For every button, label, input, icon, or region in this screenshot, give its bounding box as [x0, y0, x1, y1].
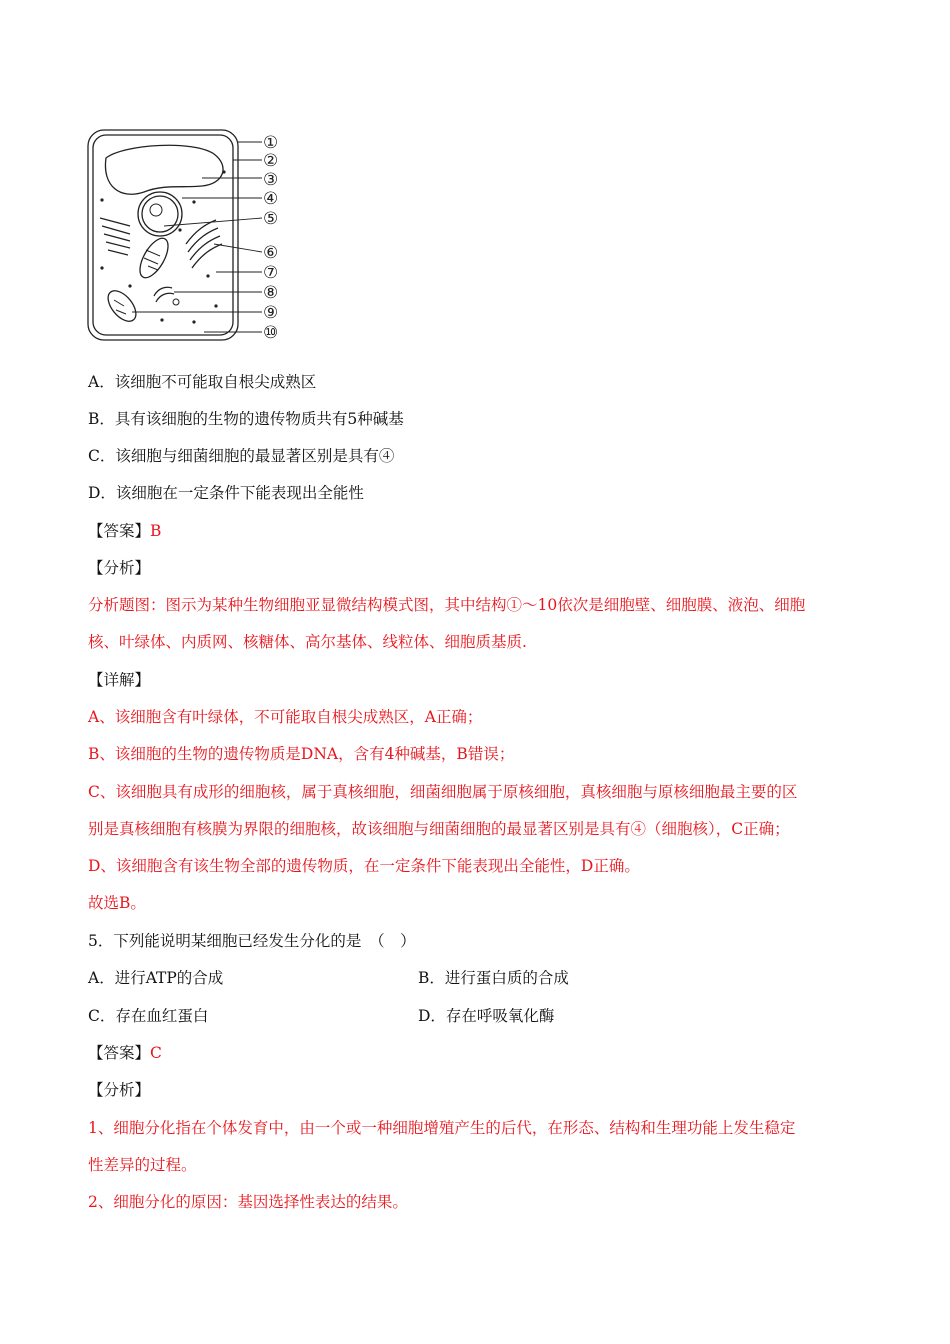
cell-membrane: [93, 135, 233, 335]
q4-detail-line-5: D、该细胞含有该生物全部的遗传物质，在一定条件下能表现出全能性，D正确。: [88, 857, 640, 875]
q4-detail-line-1: A、该细胞含有叶绿体，不可能取自根尖成熟区，A正确；: [88, 708, 483, 726]
q5-analysis-line-2: 性差异的过程。: [88, 1156, 197, 1174]
label-3: ③: [263, 170, 279, 190]
q5-analysis-line-3: 2、细胞分化的原因：基因选择性表达的结果。: [88, 1193, 408, 1211]
label-7: ⑦: [263, 263, 279, 283]
q5-option-d: D．存在呼吸氧化酶: [418, 1007, 555, 1025]
q4-analysis-line-2: 核、叶绿体、内质网、核糖体、高尔基体、线粒体、细胞质基质.: [88, 633, 527, 651]
q4-option-c: C．该细胞与细菌细胞的最显著区别是具有④: [88, 447, 395, 465]
endoplasmic-reticulum: [100, 218, 130, 255]
q5-option-c: C．存在血红蛋白: [88, 1007, 209, 1025]
q4-option-a: A．该细胞不可能取自根尖成熟区: [88, 373, 317, 391]
label-10: ⑩: [263, 323, 279, 343]
q5-stem: 5．下列能说明某细胞已经发生分化的是 （ ）: [88, 932, 416, 950]
q4-analysis-line-1: 分析题图：图示为某种生物细胞亚显微结构模式图，其中结构①～10依次是细胞壁、细胞膜、液泡、细胞: [88, 596, 806, 614]
mitochondrion: [103, 286, 141, 326]
answer-value: C: [150, 1044, 162, 1062]
q4-detail-label: 【详解】: [88, 671, 151, 689]
answer-value: B: [150, 522, 162, 540]
q4-answer: [88, 521, 161, 541]
q4-option-d: D．该细胞在一定条件下能表现出全能性: [88, 484, 364, 502]
label-6: ⑥: [263, 243, 279, 263]
cell-wall: [88, 130, 238, 340]
nucleolus: [150, 204, 162, 216]
label-5: ⑤: [263, 209, 279, 229]
plant-cell-diagram: [84, 126, 294, 348]
ribosome-cluster: [154, 287, 174, 302]
q5-analysis-label: 【分析】: [88, 1081, 151, 1099]
label-9: ⑨: [263, 303, 279, 323]
q5-option-b: B．进行蛋白质的合成: [418, 969, 569, 987]
q5-option-a: A．进行ATP的合成: [88, 969, 224, 987]
label-8: ⑧: [263, 283, 279, 303]
q5-answer: [88, 1043, 162, 1063]
q4-detail-line-6: 故选B。: [88, 894, 146, 912]
q4-analysis-label: 【分析】: [88, 559, 151, 577]
q4-detail-line-4: 别是真核细胞有核膜为界限的细胞核，故该细胞与细菌细胞的最显著区别是具有④（细胞核），C正确；: [88, 820, 790, 838]
answer-label: 【答案】: [88, 522, 151, 540]
vacuole: [105, 145, 223, 194]
answer-label: 【答案】: [88, 1044, 151, 1062]
q5-analysis-line-1: 1、细胞分化指在个体发育中，由一个或一种细胞增殖产生的后代，在形态、结构和生理功能上发生稳定: [88, 1119, 796, 1137]
q4-detail-line-3: C、该细胞具有成形的细胞核，属于真核细胞，细菌细胞属于原核细胞，真核细胞与原核细胞最主要的区: [88, 783, 798, 801]
label-2: ②: [263, 151, 279, 171]
label-4: ④: [263, 189, 279, 209]
label-1: ①: [263, 133, 279, 153]
q4-detail-line-2: B、该细胞的生物的遗传物质是DNA，含有4种碱基，B错误；: [88, 745, 515, 763]
q4-option-b: B．具有该细胞的生物的遗传物质共有5种碱基: [88, 410, 404, 428]
chloroplast: [134, 234, 173, 282]
